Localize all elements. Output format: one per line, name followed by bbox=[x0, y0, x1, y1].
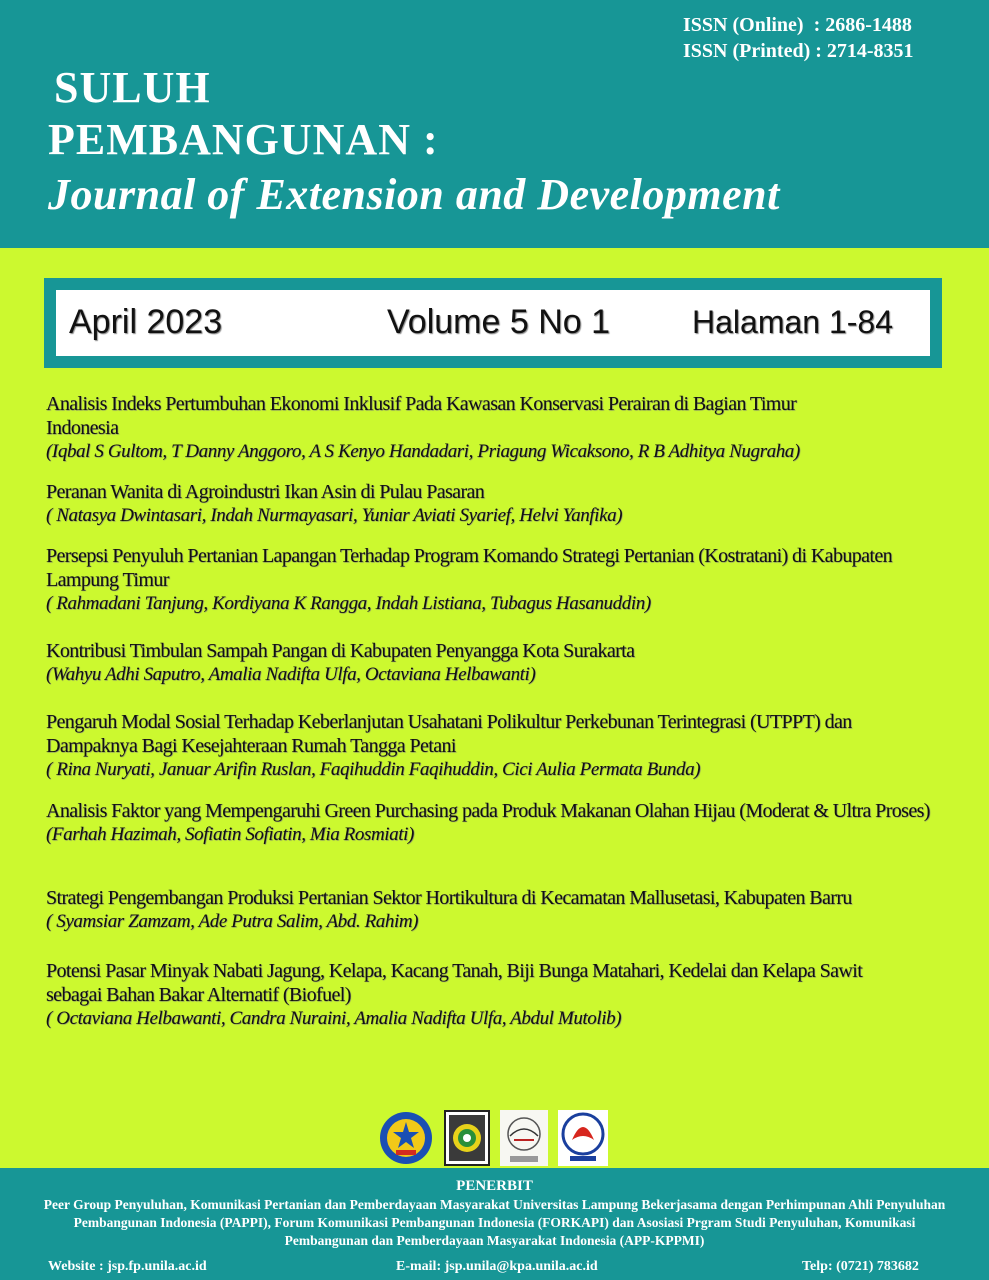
partner-logos bbox=[378, 1110, 618, 1166]
article-authors: ( Natasya Dwintasari, Indah Nurmayasari, Yuniar Aviati Syarief, Helvi Yanfika) bbox=[46, 505, 623, 526]
article-title: Potensi Pasar Minyak Nabati Jagung, Kelapa, Kacang Tanah, Biji Bunga Matahari, Kedelai dan Kelapa Sawit sebagai Bahan Bakar Alternatif (Biofuel) bbox=[46, 960, 863, 1006]
article-item bbox=[46, 799, 951, 847]
article-title: Strategi Pengembangan Produksi Pertanian Sektor Hortikultura di Kecamatan Mallusetasi, Kabupaten Barru bbox=[46, 887, 852, 909]
issue-info-panel bbox=[56, 290, 930, 356]
cover-header bbox=[0, 0, 989, 248]
journal-title bbox=[48, 62, 948, 224]
article-authors: ( Rahmadani Tanjung, Kordiyana K Rangga, Indah Listiana, Tubagus Hasanuddin) bbox=[46, 593, 651, 614]
article-title: Analisis Faktor yang Mempengaruhi Green Purchasing pada Produk Makanan Olahan Hijau (Moderat & Ultra Proses) bbox=[46, 800, 930, 822]
article-item bbox=[46, 886, 951, 934]
article-item bbox=[46, 544, 951, 616]
article-title: Pengaruh Modal Sosial Terhadap Keberlanjutan Usahatani Polikultur Perkebunan Terintegrasi (UTPPT) dan Dampaknya Bagi Kesejahteraan Rumah Tangga Petani bbox=[46, 711, 852, 757]
article-item bbox=[46, 959, 951, 1031]
article-title: Analisis Indeks Pertumbuhan Ekonomi Inklusif Pada Kawasan Konservasi Perairan di Bagian Timur Indonesia bbox=[46, 393, 797, 439]
issue-volume: Volume 5 No 1 bbox=[387, 303, 611, 341]
cover-footer bbox=[0, 1168, 989, 1280]
article-authors: (Iqbal S Gultom, T Danny Anggoro, A S Kenyo Handadari, Priagung Wicaksono, R B Adhitya Nugraha) bbox=[46, 441, 800, 462]
article-title: Kontribusi Timbulan Sampah Pangan di Kabupaten Penyangga Kota Surakarta bbox=[46, 640, 635, 662]
email-text: E-mail: jsp.unila@kpa.unila.ac.id bbox=[396, 1259, 598, 1274]
article-title: Peranan Wanita di Agroindustri Ikan Asin di Pulau Pasaran bbox=[46, 481, 485, 503]
issn-printed: ISSN (Printed) : 2714-8351 bbox=[683, 40, 914, 62]
article-item bbox=[46, 710, 951, 782]
universitas-lampung-logo-icon bbox=[378, 1110, 434, 1166]
article-item bbox=[46, 392, 951, 464]
journal-title-line1: SULUH bbox=[54, 63, 211, 112]
issn-block bbox=[683, 12, 973, 64]
issue-date: April 2023 bbox=[69, 303, 223, 341]
article-authors: ( Syamsiar Zamzam, Ade Putra Salim, Abd. Rahim) bbox=[46, 911, 419, 932]
issue-info-box bbox=[44, 278, 942, 368]
article-authors: (Farhah Hazimah, Sofiatin Sofiatin, Mia Rosmiati) bbox=[46, 824, 414, 845]
journal-title-line2: PEMBANGUNAN : bbox=[48, 115, 439, 164]
pappi-logo-icon bbox=[444, 1110, 490, 1166]
article-authors: ( Rina Nuryati, Januar Arifin Ruslan, Faqihuddin Faqihuddin, Cici Aulia Permata Bunda) bbox=[46, 759, 701, 780]
article-authors: ( Octaviana Helbawanti, Candra Nuraini, Amalia Nadifta Ulfa, Abdul Mutolib) bbox=[46, 1008, 622, 1029]
publisher-label: PENERBIT bbox=[456, 1178, 533, 1194]
forkapi-logo-icon bbox=[500, 1110, 548, 1166]
app-kppmi-logo-icon bbox=[558, 1110, 608, 1166]
phone-text: Telp: (0721) 783682 bbox=[802, 1259, 919, 1274]
issue-pages: Halaman 1-84 bbox=[692, 304, 893, 340]
article-item bbox=[46, 480, 951, 528]
website-text: Website : jsp.fp.unila.ac.id bbox=[48, 1259, 207, 1274]
issn-online: ISSN (Online) : 2686-1488 bbox=[683, 14, 912, 36]
article-title: Persepsi Penyuluh Pertanian Lapangan Terhadap Program Komando Strategi Pertanian (Kostratani) di Kabupaten Lampung Timur bbox=[46, 545, 893, 591]
publisher-text: Peer Group Penyuluhan, Komunikasi Pertanian dan Pemberdayaan Masyarakat Universitas Lampung Bekerjasama dengan Perhimpunan Ahli Penyuluhan Pembangunan Indonesia (PAPPI), Forum Komunikasi Pembangunan Indonesia (FORKAPI) dan Asosiasi Prgram Studi Penyuluhan, Komunikasi Pembangunan dan Pemberdayaan Masyarakat Indonesia (APP-KPPMI) bbox=[43, 1197, 946, 1248]
article-item bbox=[46, 639, 951, 687]
journal-subtitle: Journal of Extension and Development bbox=[48, 170, 780, 219]
article-authors: (Wahyu Adhi Saputro, Amalia Nadifta Ulfa, Octaviana Helbawanti) bbox=[46, 664, 536, 685]
